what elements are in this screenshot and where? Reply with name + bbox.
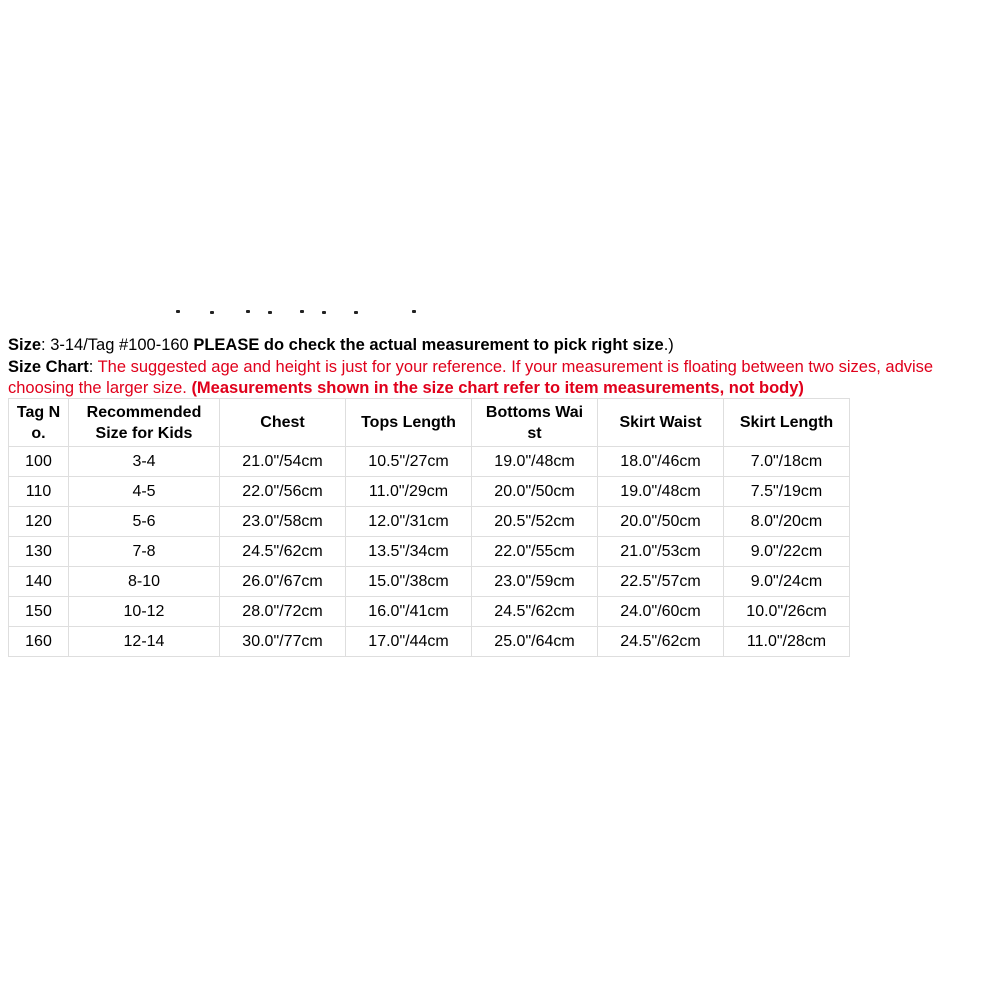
cell-bottoms-waist: 24.5"/62cm bbox=[472, 597, 598, 627]
size-chart-label: Size Chart bbox=[8, 357, 89, 376]
table-row bbox=[9, 567, 850, 597]
cell-skirt-length: 8.0"/20cm bbox=[724, 507, 850, 537]
cell-tops-length: 11.0"/29cm bbox=[346, 477, 472, 507]
cell-chest: 22.0"/56cm bbox=[220, 477, 346, 507]
cell-skirt-waist: 18.0"/46cm bbox=[598, 447, 724, 477]
cell-chest: 26.0"/67cm bbox=[220, 567, 346, 597]
cell-recommended-size: 4-5 bbox=[69, 477, 220, 507]
cell-tops-length: 13.5"/34cm bbox=[346, 537, 472, 567]
size-range: : 3-14/Tag #100-160 bbox=[41, 336, 194, 354]
cell-skirt-waist: 22.5"/57cm bbox=[598, 567, 724, 597]
table-row bbox=[9, 597, 850, 627]
cell-recommended-size: 12-14 bbox=[69, 627, 220, 657]
cell-chest: 30.0"/77cm bbox=[220, 627, 346, 657]
header-bottoms-waist: Bottoms Wai st bbox=[472, 399, 598, 447]
cell-chest: 21.0"/54cm bbox=[220, 447, 346, 477]
cell-recommended-size: 5-6 bbox=[69, 507, 220, 537]
cell-bottoms-waist: 20.5"/52cm bbox=[472, 507, 598, 537]
cell-chest: 23.0"/58cm bbox=[220, 507, 346, 537]
cell-skirt-waist: 24.5"/62cm bbox=[598, 627, 724, 657]
cell-skirt-length: 10.0"/26cm bbox=[724, 597, 850, 627]
size-table bbox=[8, 398, 850, 657]
size-end: .) bbox=[663, 336, 674, 354]
cell-recommended-size: 7-8 bbox=[69, 537, 220, 567]
cell-chest: 28.0"/72cm bbox=[220, 597, 346, 627]
cell-tag-no: 130 bbox=[9, 537, 69, 567]
cell-skirt-length: 7.5"/19cm bbox=[724, 477, 850, 507]
cell-bottoms-waist: 25.0"/64cm bbox=[472, 627, 598, 657]
cell-bottoms-waist: 19.0"/48cm bbox=[472, 447, 598, 477]
size-chart-colon: : bbox=[88, 357, 98, 376]
cell-bottoms-waist: 20.0"/50cm bbox=[472, 477, 598, 507]
cell-bottoms-waist: 22.0"/55cm bbox=[472, 537, 598, 567]
cell-skirt-length: 7.0"/18cm bbox=[724, 447, 850, 477]
cell-skirt-waist: 20.0"/50cm bbox=[598, 507, 724, 537]
table-row bbox=[9, 537, 850, 567]
cell-recommended-size: 3-4 bbox=[69, 447, 220, 477]
cell-tag-no: 150 bbox=[9, 597, 69, 627]
cell-tag-no: 110 bbox=[9, 477, 69, 507]
size-line bbox=[8, 335, 1000, 357]
cell-tops-length: 12.0"/31cm bbox=[346, 507, 472, 537]
cell-chest: 24.5"/62cm bbox=[220, 537, 346, 567]
cell-skirt-length: 9.0"/22cm bbox=[724, 537, 850, 567]
size-warning: PLEASE do check the actual measurement to pick right size bbox=[193, 336, 664, 354]
size-intro bbox=[8, 335, 1000, 400]
header-skirt-waist: Skirt Waist bbox=[598, 399, 724, 447]
table-header-row bbox=[9, 399, 850, 447]
cell-tops-length: 15.0"/38cm bbox=[346, 567, 472, 597]
header-skirt-length: Skirt Length bbox=[724, 399, 850, 447]
size-chart-line bbox=[8, 357, 1000, 400]
size-chart-note-bold: (Measurements shown in the size chart refer to item measurements, not body) bbox=[191, 379, 804, 397]
cell-tag-no: 160 bbox=[9, 627, 69, 657]
cell-bottoms-waist: 23.0"/59cm bbox=[472, 567, 598, 597]
cell-recommended-size: 8-10 bbox=[69, 567, 220, 597]
cell-tag-no: 140 bbox=[9, 567, 69, 597]
cell-skirt-length: 11.0"/28cm bbox=[724, 627, 850, 657]
table-row bbox=[9, 477, 850, 507]
cell-skirt-waist: 24.0"/60cm bbox=[598, 597, 724, 627]
size-chart-note: The suggested age and height is just for your reference. If your measurement is floating between two sizes, advise choosing the larger size. bbox=[8, 357, 934, 397]
cell-tops-length: 10.5"/27cm bbox=[346, 447, 472, 477]
header-chest: Chest bbox=[220, 399, 346, 447]
cropped-text-residue bbox=[150, 304, 420, 318]
header-tag-no: Tag N o. bbox=[9, 399, 69, 447]
cell-tops-length: 16.0"/41cm bbox=[346, 597, 472, 627]
table-row bbox=[9, 507, 850, 537]
header-tops-length: Tops Length bbox=[346, 399, 472, 447]
cell-skirt-length: 9.0"/24cm bbox=[724, 567, 850, 597]
cell-skirt-waist: 19.0"/48cm bbox=[598, 477, 724, 507]
header-recommended-size: Recommended Size for Kids bbox=[69, 399, 220, 447]
cell-recommended-size: 10-12 bbox=[69, 597, 220, 627]
table-row bbox=[9, 447, 850, 477]
cell-tag-no: 120 bbox=[9, 507, 69, 537]
cell-tops-length: 17.0"/44cm bbox=[346, 627, 472, 657]
table-row bbox=[9, 627, 850, 657]
size-label: Size bbox=[8, 336, 42, 354]
cell-tag-no: 100 bbox=[9, 447, 69, 477]
cell-skirt-waist: 21.0"/53cm bbox=[598, 537, 724, 567]
